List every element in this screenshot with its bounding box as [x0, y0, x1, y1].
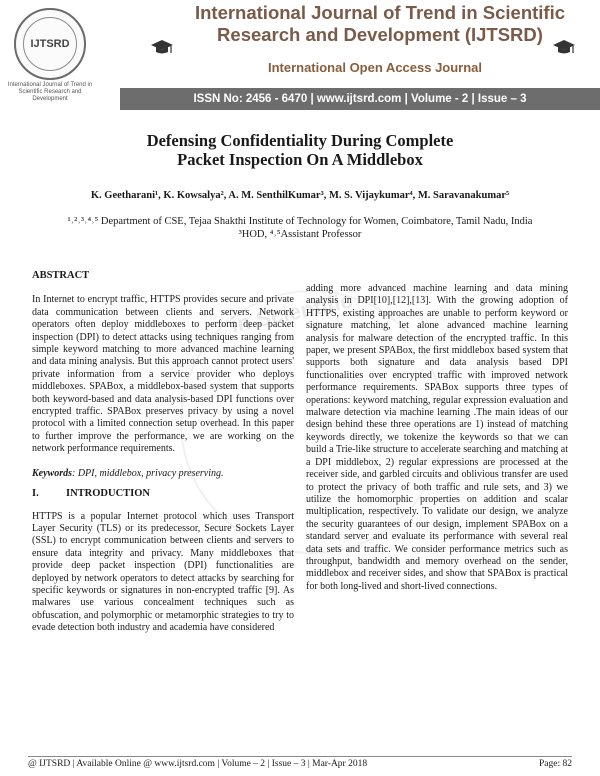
journal-title: [170, 2, 590, 46]
affiliation-line2: ³HOD, ⁴˒⁵Assistant Professor: [238, 229, 362, 240]
abstract-text: In Internet to encrypt traffic, HTTPS provides secure and private data communication between clients and servers. Network operators often deploy middleboxes to perform deep packet inspection (DPI) to detect attacks using techniques ranging from simple keyword matching to more advanced machine learning and data mining analysis. But this approach cannot protect users' private information from a service provider who deploys middleboxes. SPABox, a middlebox-based system that supports both keyword-based and data analysis-based DPI functions over encrypted traffic. SPABox preserves privacy by using a novel protocol with a limited connection setup overhead. In this paper to further improve the performance, we are working on the network performance requirements.: [32, 294, 294, 455]
abstract-heading: ABSTRACT: [32, 270, 90, 281]
page-footer: [28, 756, 572, 769]
logo-text: IJTSRD: [23, 17, 77, 71]
logo-caption: International Journal of Trend in Scientific Research and Development: [7, 82, 93, 102]
page-number: Page: 82: [539, 759, 572, 769]
intro-heading: [32, 488, 294, 500]
journal-title-line2: Research and Development (IJTSRD): [217, 24, 543, 45]
journal-header: [0, 0, 600, 118]
affiliation-line1: ¹˒²˒³˒⁴˒⁵ Department of CSE, Tejaa Shakthi Institute of Technology for Women, Coimbatore, Tamil Nadu, India: [67, 216, 533, 227]
affiliation: [20, 215, 580, 241]
right-column: [306, 283, 568, 593]
keywords-label: Keywords: [32, 467, 72, 479]
paper-title: [40, 131, 560, 169]
section-title: INTRODUCTION: [66, 488, 151, 500]
intro-text-left: HTTPS is a popular Internet protocol which uses Transport Layer Security (TLS) or its predecessor, Secure Sockets Layer (SSL) to encrypt communication between clients and servers to ensure data integrity and privacy. Many middleboxes that provide deep packet inspection (DPI) functionalities are deployed by network operators to detect attacks by searching for specific keywords or signatures in non-encrypted traffic [9]. As malwares use various concealment techniques such as obfuscation, and polymorphic or metamorphic strategies to try to evade detection both industry and academia have considered: [32, 510, 294, 634]
intro-text-right: adding more advanced machine learning and data mining analysis in DPI[10],[12],[13]. With the growing adoption of HTTPS, existing approaches are unable to perform keyword or signature matching, let alone advanced machine learning analysis for malware detection of the encrypted traffic. In this paper, we present SPABox, the first middlebox based system that supports both signature and data analysis based DPI functionalities over encrypted traffic with improved network performance requirements. SPABox supports three types of operations: keyword matching, regular expression evaluation and malware detection via machine learning .The main ideas of our design behind these three operations are 1) instead of matching keywords directly, we tokenize the keywords so that we can build a Trie-like structure to accelerate searching and matching at a DPI middlebox, 2) regular expressions are processed at the receiver side, and garbled circuits and oblivious transfer are used to protect the privacy of both traffic and rule sets, and 3) we utilize the homomorphic properties on addition and scalar multiplication, respectively. To validate our design, we analyze the security guarantees of our design, implement SPABox on a standard server and evaluate its performance with several real data sets and traffic. We consider performance metrics such as throughput, bandwidth and memory overhead on the sender, middlebox and receiver sides, and show that SPABox is practical for both long-lived and short-lived connections.: [306, 283, 568, 592]
author-list: K. Geetharani¹, K. Kowsalya², A. M. SenthilKumar³, M. S. Vijaykumar⁴, M. Saravanakumar⁵: [90, 190, 510, 201]
section-number: I.: [32, 488, 39, 500]
paper-title-line2: Packet Inspection On A Middlebox: [177, 150, 423, 169]
issn-bar: ISSN No: 2456 - 6470 | www.ijtsrd.com | Volume - 2 | Issue – 3: [120, 88, 600, 110]
journal-title-line1: International Journal of Trend in Scientific: [194, 2, 566, 23]
journal-logo: [14, 8, 86, 80]
open-access-label: International Open Access Journal: [267, 60, 483, 75]
watermark-text: in Scientific: [228, 287, 355, 338]
keywords-text: : DPI, middlebox, privacy preserving.: [72, 467, 224, 479]
paper-title-line1: Defensing Confidentiality During Complete: [146, 131, 454, 150]
footer-info: @ IJTSRD | Available Online @ www.ijtsrd.com | Volume – 2 | Issue – 3 | Mar-Apr 2018: [28, 759, 368, 769]
keywords: [32, 468, 294, 480]
left-column: [32, 270, 294, 635]
